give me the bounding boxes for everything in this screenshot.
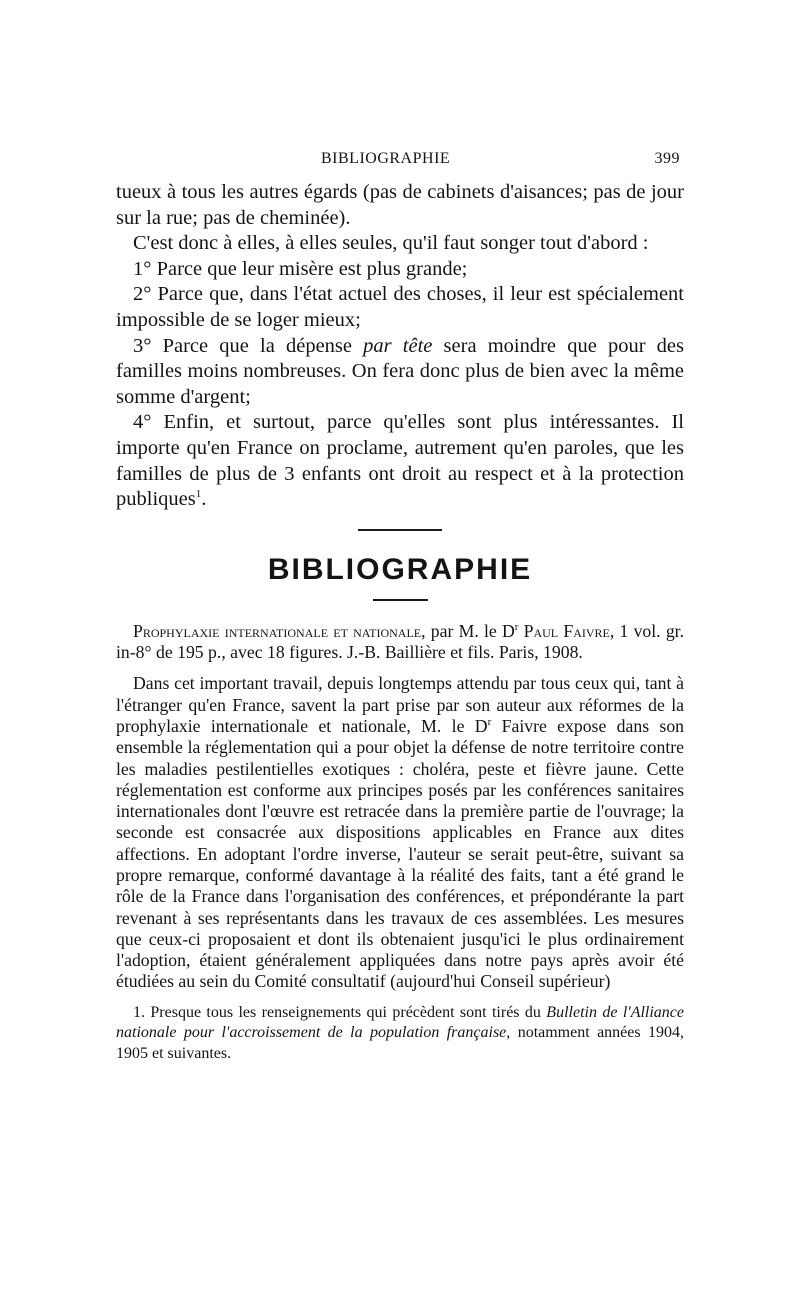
page [116,150,684,1064]
text: par M. le D [425,620,515,641]
text: Faivre expose dans son ensemble la réglementation qui a pour objet la défense de notre territoire contre les maladies pestilentielles exotiques : choléra, peste et fièvre jaune. Cette réglementation est conforme aux principes posés par les conférences sanitaires internationales dont l'œuvre est retracée dans la première partie de l'ouvrage; la seconde est consacrée aux dispositions applicables en France aux dites affections. En adoptant l'ordre inverse, l'auteur se serait peut-être, suivant sa propre remarque, conformé davantage à la réalité des faits, tant a été grand le rôle de la France dans l'organisation des conférences, et prépondérante la part revenant à ses représentants dans les travaux de ces assemblées. Les mesures que ceux-ci proposaient et dont ils obtenaient jusqu'ici le plus ordinairement l'adoption, étaient généralement appliquées dans notre pays après avoir été étudiées au sein du Comité consultatif (aujourd'hui Conseil supérieur) [116,715,685,992]
footnote [116,1003,684,1065]
list-item [116,410,684,512]
text: 1. Presque tous les renseignements qui précèdent sont tirés du [133,1003,547,1021]
italic-text: Bulletin de l'Alliance nationale pour l'accroissement de la population française [116,1003,684,1042]
superscript: r [514,620,519,633]
italic-text: par tête [363,334,433,357]
page-number: 399 [654,150,680,167]
review-paragraph [116,673,684,992]
bibliographic-reference [116,621,684,664]
text: 4° Enfin, et surtout, parce qu'elles sont plus intéressantes. Il importe qu'en France on proclame, autrement qu'en paroles, que les familles de plus de 3 enfants ont droit au respect et à la protection publiques [116,411,684,511]
list-item [116,334,684,411]
running-head-title: BIBLIOGRAPHIE [321,150,451,167]
text: . [201,488,207,511]
section-title: BIBLIOGRAPHIE [267,552,533,586]
text: 3° Parce que la dépense [133,334,364,357]
superscript: r [487,716,492,729]
body-text [116,180,684,513]
running-head [116,150,684,180]
review [116,621,684,993]
author-name: Paul Faivre, [518,620,615,641]
text: Dans cet important travail, depuis longtemps attendu par tous ceux qui, tant à l'étranger qu'en France, savent la part prise par son auteur aux réformes de la prophylaxie internationale et nationale, M. le D [116,673,684,736]
paragraph: tueux à tous les autres égards (pas de cabinets d'aisances; pas de jour sur la rue; pas de cheminée). [116,181,684,229]
text: sera moindre que pour des familles moins nombreuses. On fera donc plus de bien avec la même somme d'argent; [116,334,685,408]
text: , notamment années 1904, 1905 et suivantes. [116,1024,685,1062]
divider [358,529,442,531]
footnote-marker: 1 [195,488,202,501]
list-item: 2° Parce que, dans l'état actuel des choses, il leur est spécialement impossible de se loger mieux; [116,283,684,331]
paragraph: C'est donc à elles, à elles seules, qu'il faut songer tout d'abord : [133,232,649,255]
list-item: 1° Parce que leur misère est plus grande; [133,257,468,280]
footnote-text [116,1003,684,1065]
book-title: Prophylaxie internationale et nationale, [133,620,426,641]
divider [373,599,428,601]
text: 1 vol. gr. in-8° de 195 p., avec 18 figures. J.-B. Baillière et fils. Paris, 1908. [116,620,684,663]
